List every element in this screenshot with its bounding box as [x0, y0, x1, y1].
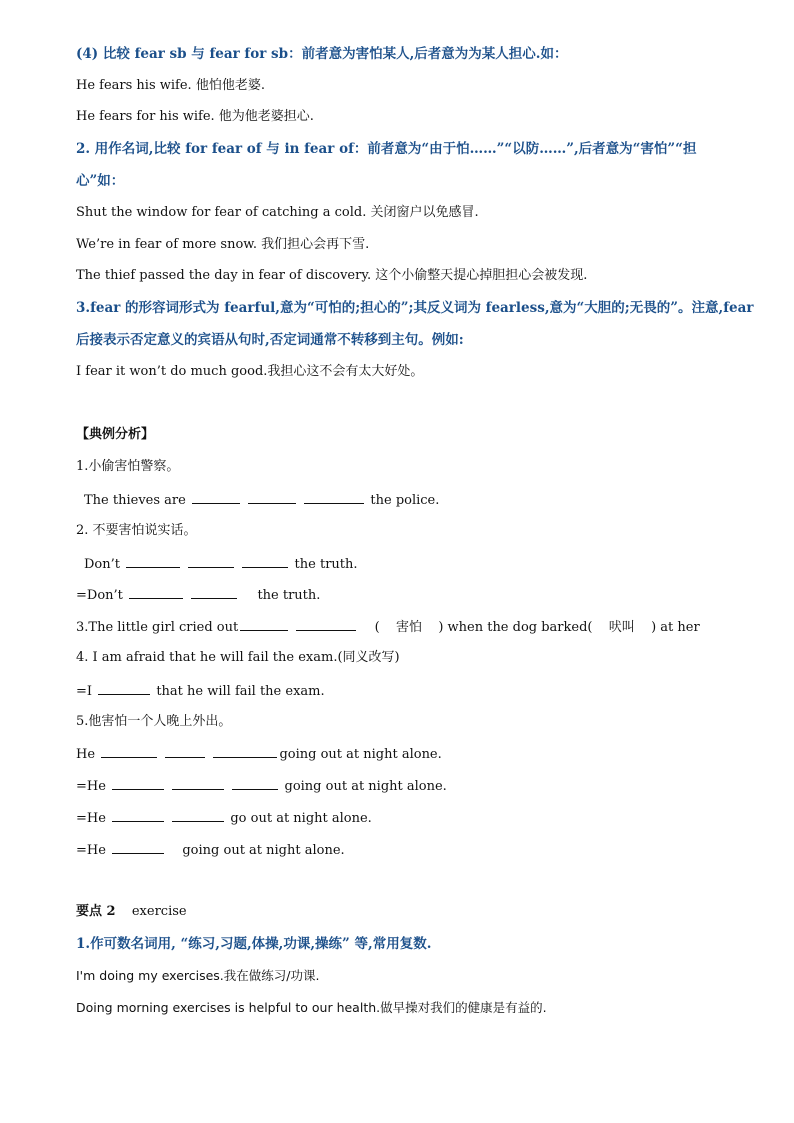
answer-blank[interactable] [296, 617, 356, 631]
example-sentence: I'm doing my exercises.我在做练习/功课. [76, 968, 320, 983]
example-sentence: He fears for his wife. 他为他老婆担心. [76, 109, 314, 124]
example-sentence: Doing morning exercises is helpful to our health.做早操对我们的健康是有益的. [76, 1000, 547, 1015]
exercise-2-prompt: 2. 不要害怕说实话。 [76, 523, 197, 538]
exercise-5-line-1: He going out at night alone. [76, 744, 442, 764]
adjective-form-heading-cont: 后接表示否定意义的宾语从句时,否定词通常不转移到主句。例如: [76, 332, 464, 348]
example-sentence: We’re in fear of more snow. 我们担心会再下雪. [76, 237, 370, 252]
exercise-3-line: 3.The little girl cried out ( 害怕 ) when the dog barked( 吠叫 ) at her [76, 617, 700, 637]
answer-blank[interactable] [192, 490, 240, 504]
answer-blank[interactable] [126, 554, 180, 568]
answer-blank[interactable] [101, 744, 157, 758]
exercise-4-line: =I that he will fail the exam. [76, 681, 325, 701]
answer-blank[interactable] [188, 554, 234, 568]
answer-blank[interactable] [98, 681, 150, 695]
example-sentence: Shut the window for fear of catching a cold. 关闭窗户以免感冒. [76, 205, 479, 220]
answer-blank[interactable] [112, 840, 164, 854]
answer-blank[interactable] [112, 776, 164, 790]
answer-blank[interactable] [242, 554, 288, 568]
exercise-5-line-2: =He going out at night alone. [76, 776, 447, 796]
noun-comparison-heading-cont: 心”如： [76, 173, 125, 189]
point-2-heading: 1.作可数名词用, “练习,习题,体操,功课,操练” 等,常用复数. [76, 936, 432, 952]
answer-blank[interactable] [129, 585, 183, 599]
exercise-4-prompt: 4. I am afraid that he will fail the exam.(同义改写) [76, 650, 400, 665]
answer-blank[interactable] [112, 808, 164, 822]
example-sentence: The thief passed the day in fear of discovery. 这个小偷整天提心掉胆担心会被发现. [76, 268, 588, 283]
comparison-heading-4: (4) 比较 fear sb 与 fear for sb：前者意为害怕某人,后者意为为某人担心.如： [76, 46, 568, 62]
answer-blank[interactable] [172, 808, 224, 822]
answer-blank[interactable] [191, 585, 237, 599]
answer-blank[interactable] [304, 490, 364, 504]
exercise-2-line: Don’t the truth. [84, 554, 358, 574]
exercise-5-line-4: =He going out at night alone. [76, 840, 345, 860]
point-2-title: 要点 2 exercise [76, 904, 187, 919]
answer-blank[interactable] [240, 617, 288, 631]
answer-blank[interactable] [165, 744, 205, 758]
answer-blank[interactable] [172, 776, 224, 790]
section-title-examples: 【典例分析】 [76, 427, 155, 442]
exercise-1-line: The thieves are the police. [84, 490, 439, 510]
example-sentence: I fear it won’t do much good.我担心这不会有太大好处。 [76, 364, 424, 379]
noun-comparison-heading: 2. 用作名词,比较 for fear of 与 in fear of：前者意为“由于怕……”“以防……”,后者意为“害怕”“担 [76, 141, 697, 157]
exercise-2-alt-line: =Don’t the truth. [76, 585, 320, 605]
exercise-5-prompt: 5.他害怕一个人晚上外出。 [76, 714, 232, 729]
example-sentence: He fears his wife. 他怕他老婆. [76, 78, 265, 93]
answer-blank[interactable] [213, 744, 277, 758]
adjective-form-heading: 3.fear 的形容词形式为 fearful,意为“可怕的;担心的”;其反义词为 fearless,意为“大胆的;无畏的”。注意,fear [76, 300, 754, 316]
exercise-5-line-3: =He go out at night alone. [76, 808, 372, 828]
answer-blank[interactable] [232, 776, 278, 790]
exercise-1-prompt: 1.小偷害怕警察。 [76, 459, 180, 474]
answer-blank[interactable] [248, 490, 296, 504]
